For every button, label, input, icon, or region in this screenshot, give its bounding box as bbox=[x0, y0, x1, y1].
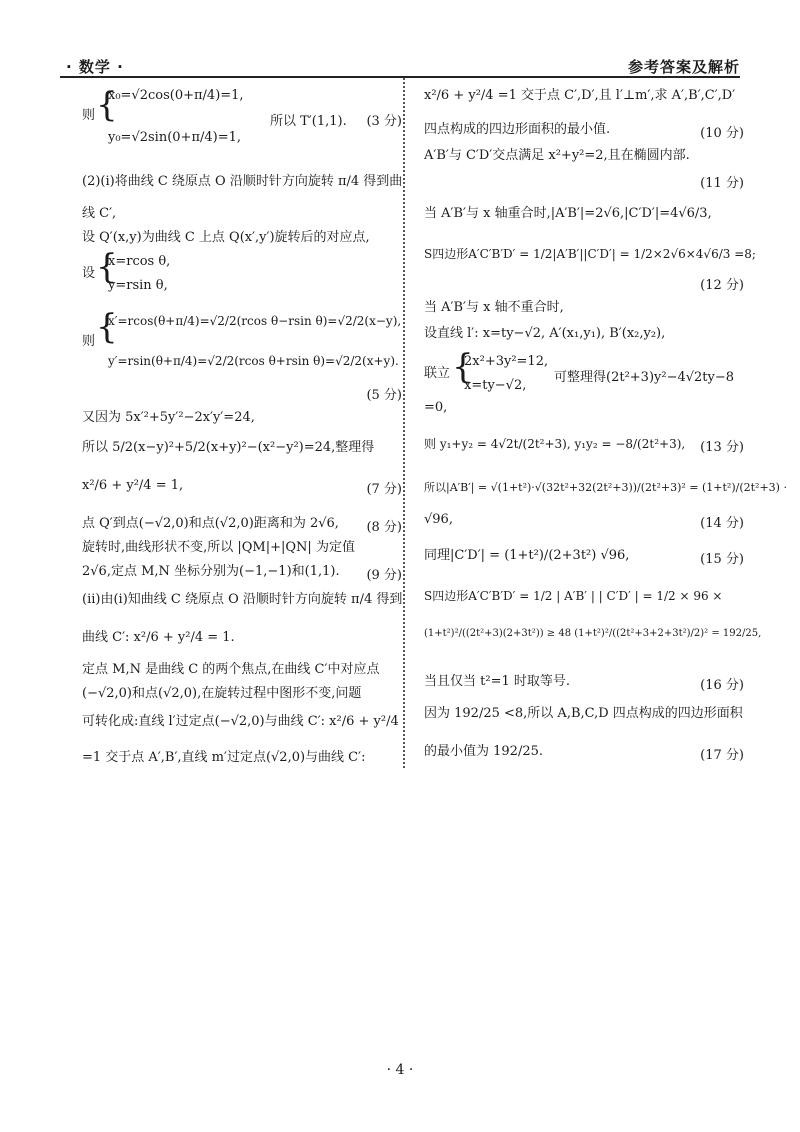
brace: { bbox=[96, 307, 118, 347]
page-number: · 4 · bbox=[386, 1062, 414, 1078]
text-line: A′B′与 C′D′交点满足 x²+y²=2,且在椭圆内部. bbox=[424, 148, 690, 163]
text-line: 定点 M,N 是曲线 C 的两个焦点,在曲线 C′中对应点 bbox=[82, 662, 380, 677]
equation-line: √96, bbox=[424, 512, 453, 527]
text-line: 设 bbox=[82, 266, 96, 281]
text-line: 可转化成:直线 l′过定点(−√2,0)与曲线 C′: x²/6 + y²/4 bbox=[82, 714, 399, 729]
text-line: x²/6 + y²/4 =1 交于点 C′,D′,且 l′⊥m′,求 A′,B′,C′,D′ bbox=[424, 88, 736, 103]
section-title: 参考答案及解析 bbox=[627, 58, 740, 76]
text-line: 因为 192/25 <8,所以 A,B,C,D 四点构成的四边形面积 bbox=[424, 706, 743, 721]
equation-line: 2x²+3y²=12, bbox=[464, 354, 549, 369]
score-label: (9 分) bbox=[366, 568, 402, 583]
text-line: 联立 bbox=[424, 366, 451, 381]
score-label: (17 分) bbox=[700, 748, 744, 763]
text-line: 线 C′, bbox=[82, 206, 117, 221]
text-line: 当 A′B′与 x 轴重合时,|A′B′|=2√6,|C′D′|=4√6/3, bbox=[424, 206, 712, 221]
equation-line: x=rcos θ, bbox=[108, 254, 171, 269]
equation-line: x²/6 + y²/4 = 1, bbox=[82, 478, 184, 493]
score-label: (12 分) bbox=[700, 278, 744, 293]
equation-line: (1+t²)²/((2t²+3)(2+3t²)) ≥ 48 (1+t²)²/((2t²+3+2+3t²)/2)² = 192/25, bbox=[424, 628, 762, 639]
text-line: 点 Q′到点(−√2,0)和点(√2,0)距离和为 2√6, bbox=[82, 516, 339, 531]
score-label: (10 分) bbox=[700, 126, 744, 141]
brace: { bbox=[452, 347, 474, 387]
score-label: (11 分) bbox=[700, 176, 744, 191]
equation-line: 所以 T′(1,1). bbox=[270, 114, 347, 129]
score-label: (15 分) bbox=[700, 552, 744, 567]
text-line: 所以 5/2(x−y)²+5/2(x+y)²−(x²−y²)=24,整理得 bbox=[82, 440, 375, 455]
equation-line: 所以|A′B′| = √(1+t²)·√(32t²+32(2t²+3))/(2t²+3)² = (1+t²)/(2t²+3) · bbox=[424, 481, 787, 494]
equation-line: S四边形A′C′B′D′ = 1/2|A′B′||C′D′| = 1/2×2√6×4√6/3 =8; bbox=[424, 247, 756, 261]
text-line: 设 Q′(x,y)为曲线 C 上点 Q(x′,y′)旋转后的对应点, bbox=[82, 230, 370, 245]
score-label: (5 分) bbox=[366, 388, 402, 403]
text-line: 当且仅当 t²=1 时取等号. bbox=[424, 674, 570, 689]
equation-line: 则 y₁+y₂ = 4√2t/(2t²+3), y₁y₂ = −8/(2t²+3), bbox=[424, 437, 686, 451]
text-line: 四点构成的四边形面积的最小值. bbox=[424, 122, 611, 137]
score-label: (8 分) bbox=[366, 520, 402, 535]
column-divider bbox=[403, 78, 405, 768]
text-line: 2√6,定点 M,N 坐标分别为(−1,−1)和(1,1). bbox=[82, 564, 340, 579]
brace: { bbox=[96, 85, 118, 125]
score-label: (14 分) bbox=[700, 516, 744, 531]
text-line: (ii)由(i)知曲线 C 绕原点 O 沿顺时针方向旋转 π/4 得到 bbox=[82, 592, 403, 607]
text-line: 当 A′B′与 x 轴不重合时, bbox=[424, 300, 564, 315]
equation-line: y′=rsin(θ+π/4)=√2/2(rcos θ+rsin θ)=√2/2(x+y). bbox=[108, 354, 399, 368]
subject-label: · 数学 · bbox=[66, 58, 124, 76]
header-rule bbox=[60, 76, 740, 78]
text-line: =0, bbox=[424, 400, 448, 415]
text-line: (−√2,0)和点(√2,0),在旋转过程中图形不变,问题 bbox=[82, 686, 362, 701]
equation-line: 同理|C′D′| = (1+t²)/(2+3t²) √96, bbox=[424, 548, 630, 563]
brace: { bbox=[96, 247, 118, 287]
text-line: 旋转时,曲线形状不变,所以 |QM|+|QN| 为定值 bbox=[82, 540, 355, 555]
text-line: 则 bbox=[82, 334, 96, 349]
equation-line: x₀=√2cos(0+π/4)=1, bbox=[108, 88, 244, 103]
equation-line: x=ty−√2, bbox=[464, 378, 527, 393]
text-line: (2)(i)将曲线 C 绕原点 O 沿顺时针方向旋转 π/4 得到曲 bbox=[82, 174, 403, 189]
equation-line: 可整理得(2t²+3)y²−4√2ty−8 bbox=[554, 370, 735, 385]
text-line: 的最小值为 192/25. bbox=[424, 744, 543, 759]
equation-line: x′=rcos(θ+π/4)=√2/2(rcos θ−rsin θ)=√2/2(x−y), bbox=[108, 314, 402, 328]
score-label: (16 分) bbox=[700, 678, 744, 693]
equation-line: S四边形A′C′B′D′ = 1/2 | A′B′ | | C′D′ | = 1/2 × 96 × bbox=[424, 589, 723, 603]
text-line: 设直线 l′: x=ty−√2, A′(x₁,y₁), B′(x₂,y₂), bbox=[424, 326, 666, 341]
text-line: 曲线 C′: x²/6 + y²/4 = 1. bbox=[82, 630, 235, 645]
equation-line: y=rsin θ, bbox=[108, 278, 168, 293]
score-label: (3 分) bbox=[366, 114, 402, 129]
text-line: 则 bbox=[82, 108, 96, 123]
text-line: =1 交于点 A′,B′,直线 m′过定点(√2,0)与曲线 C′: bbox=[82, 750, 366, 765]
equation-line: y₀=√2sin(0+π/4)=1, bbox=[108, 130, 242, 145]
score-label: (7 分) bbox=[366, 482, 402, 497]
score-label: (13 分) bbox=[700, 440, 744, 455]
text-line: 又因为 5x′²+5y′²−2x′y′=24, bbox=[82, 410, 255, 425]
